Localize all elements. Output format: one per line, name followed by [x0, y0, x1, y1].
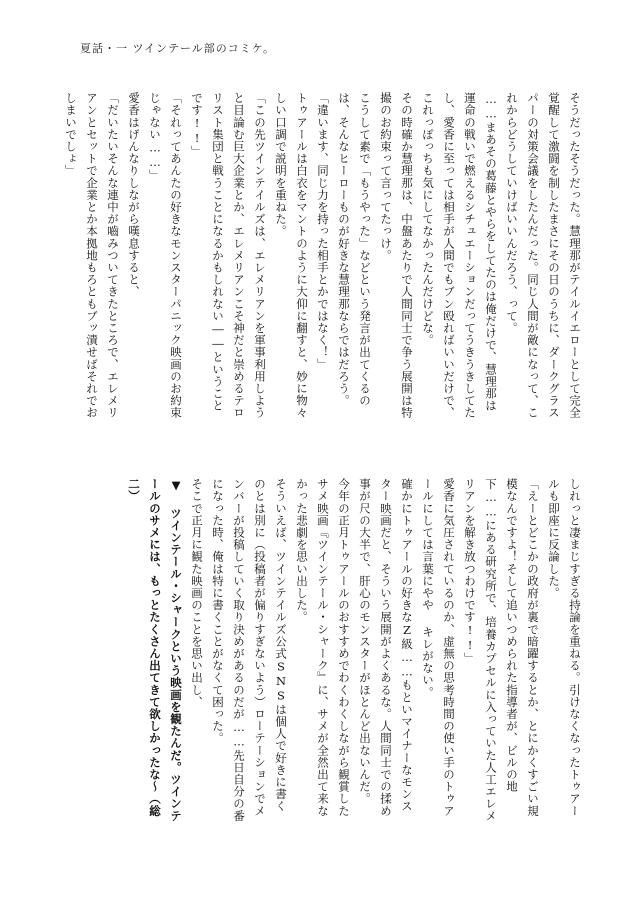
text-block-bottom	[115, 478, 585, 823]
text-block-top: そうだったそうだった。慧理那がテイルイエローとして完全覚醒して激闘を制したまさにその日のうちに、ダークグラスパーの対策会議をしたんだった。同じ人間が敵になって、これからどうしていけばいいんだろう、って。 ……まあその葛藤とやらをしてたのは俺だけで、慧理那は運命の戦いで燃えるシチュエーションだってうきうきしてたし、愛香に至っては相手が人間でもブン殴ればいいだけで、これっぽっちも気にしてなかったんだけどな。 その時確か慧理那は、中盤あたりで人間同士で争う展開は特撮のお約束って言ってたっけ。 こうして素で「もうやった」などという発言が出てくるのは、そんなヒーローものが好きな慧理那ならではだろう。 「違います、同じ力を持った相手とかではなく！」 トゥアールは白衣をマントのように大仰に翻すと、妙に物々しい口調で説明を重ねた。 「この先ツインテイルズは、エレメリアンを軍事利用しようと目論む巨大企業とか、エレメリアンこそ神だと崇めるテロリスト集団と戦うことになるかもしれない――ということです!!」 「それってあんたの好きなモンスターパニック映画のお約束じゃない……」 愛香はげんなりしながら嘆息すると、 「だいたいそんな連中が嚙みついてきたところで、エレメリアンとセットで企業とか本拠地もろともブッ潰せばそれでおしまいでしょ」	[64, 92, 582, 419]
running-header: 夏話・一 ツインテール部のコミケ。	[80, 42, 275, 55]
sns-post: ▼ ツインテール・シャークという映画を観たんだ。ツインテールのサメには、もっとたくさん出てきて欲しかったな～（総二）	[127, 478, 183, 822]
bottom-paragraphs: しれっと凄まじすぎる持論を重ねる。引けなくなったトゥアールも即座に反論した。 「えーとどこかの政府が裏で暗躍するとか、とにかくすごい規模なんですよ！そして追いつめられた指導者が、ビルの地下……にある研究所で、培養カプセルに入っていた人工エレメリアンを解き放つわけです!!」 愛香に気圧されているのか、虚無の思考時間の使い手のトゥアールにしては言葉にやや キレがない。 確かにトゥアールの好きなZ級……もといマイナーなモンスター映画だと、そういう展開がよくあるな。人間同士での揉め事が尺の大半で、肝心のモンスターがほとんど出ないんだ。 今年の正月トゥアールのおすすめでわくわくしながら観賞したサメ映画『ツインテール・シャーク』に、サメが全然出て来なかった悲劇を思い出した。 そういえば、ツインテイルズ公式SNSは個人で好きに書くのとは別に（投稿者が偏りすぎないよう）ローテーションでメンバーが投稿していく取り決めがあるのだが……先日自分の番になった時、俺は特に書くことがなくて困った。 そこで正月に観た映画のことを思い出し、	[190, 478, 582, 822]
